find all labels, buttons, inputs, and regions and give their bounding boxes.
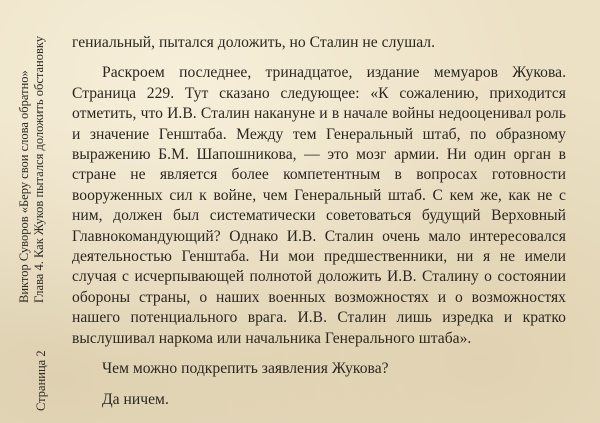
page-number-label: Страница 2: [34, 350, 48, 411]
running-header: [17, 36, 47, 303]
paragraph-answer: Да ничем.: [102, 390, 169, 408]
paragraph-question: Чем можно подкрепить заявления Жукова?: [102, 360, 389, 378]
paragraph-continuation: гениальный, пытался доложить, но Сталин не слушал.: [72, 34, 436, 51]
page-body-text: [72, 33, 566, 420]
chapter-title-line: Глава 4. Как Жуков пытался доложить обстановку: [32, 35, 46, 303]
book-title-line: Виктор Суворов «Беру свои слова обратно»: [17, 70, 31, 303]
side-margin: [4, 0, 64, 423]
side-margin-rotated: [4, 11, 64, 411]
paragraph-quote: Раскроем последнее, тринадцатое, издание мемуаров Жукова. Страница 229. Тут сказано следующее: «К сожалению, приходится отметить, что И.В. Сталин накануне и в начале войны недооценивал роль и значение Генштаба. Между тем Генеральный штаб, по образному выражению Б.М. Шапошникова, — это мозг армии. Ни один орган в стране не является более компетентным в вопросах готовности вооруженных сил к войне, чем Генеральный штаб. С кем же, как не с ним, должен был систематически советоваться будущий Верховный Главнокомандующий? Однако И.В. Сталин очень мало интересовался деятельностью Генштаба. Ни мои предшественники, ни я не имели случая с исчерпывающей полнотой доложить И.В. Сталину о состоянии обороны страны, о наших военных возможностях и о возможностях нашего потенциального врага. И.В. Сталин лишь изредка и кратко выслушивал наркома или начальника Генерального штаба».: [72, 64, 566, 347]
